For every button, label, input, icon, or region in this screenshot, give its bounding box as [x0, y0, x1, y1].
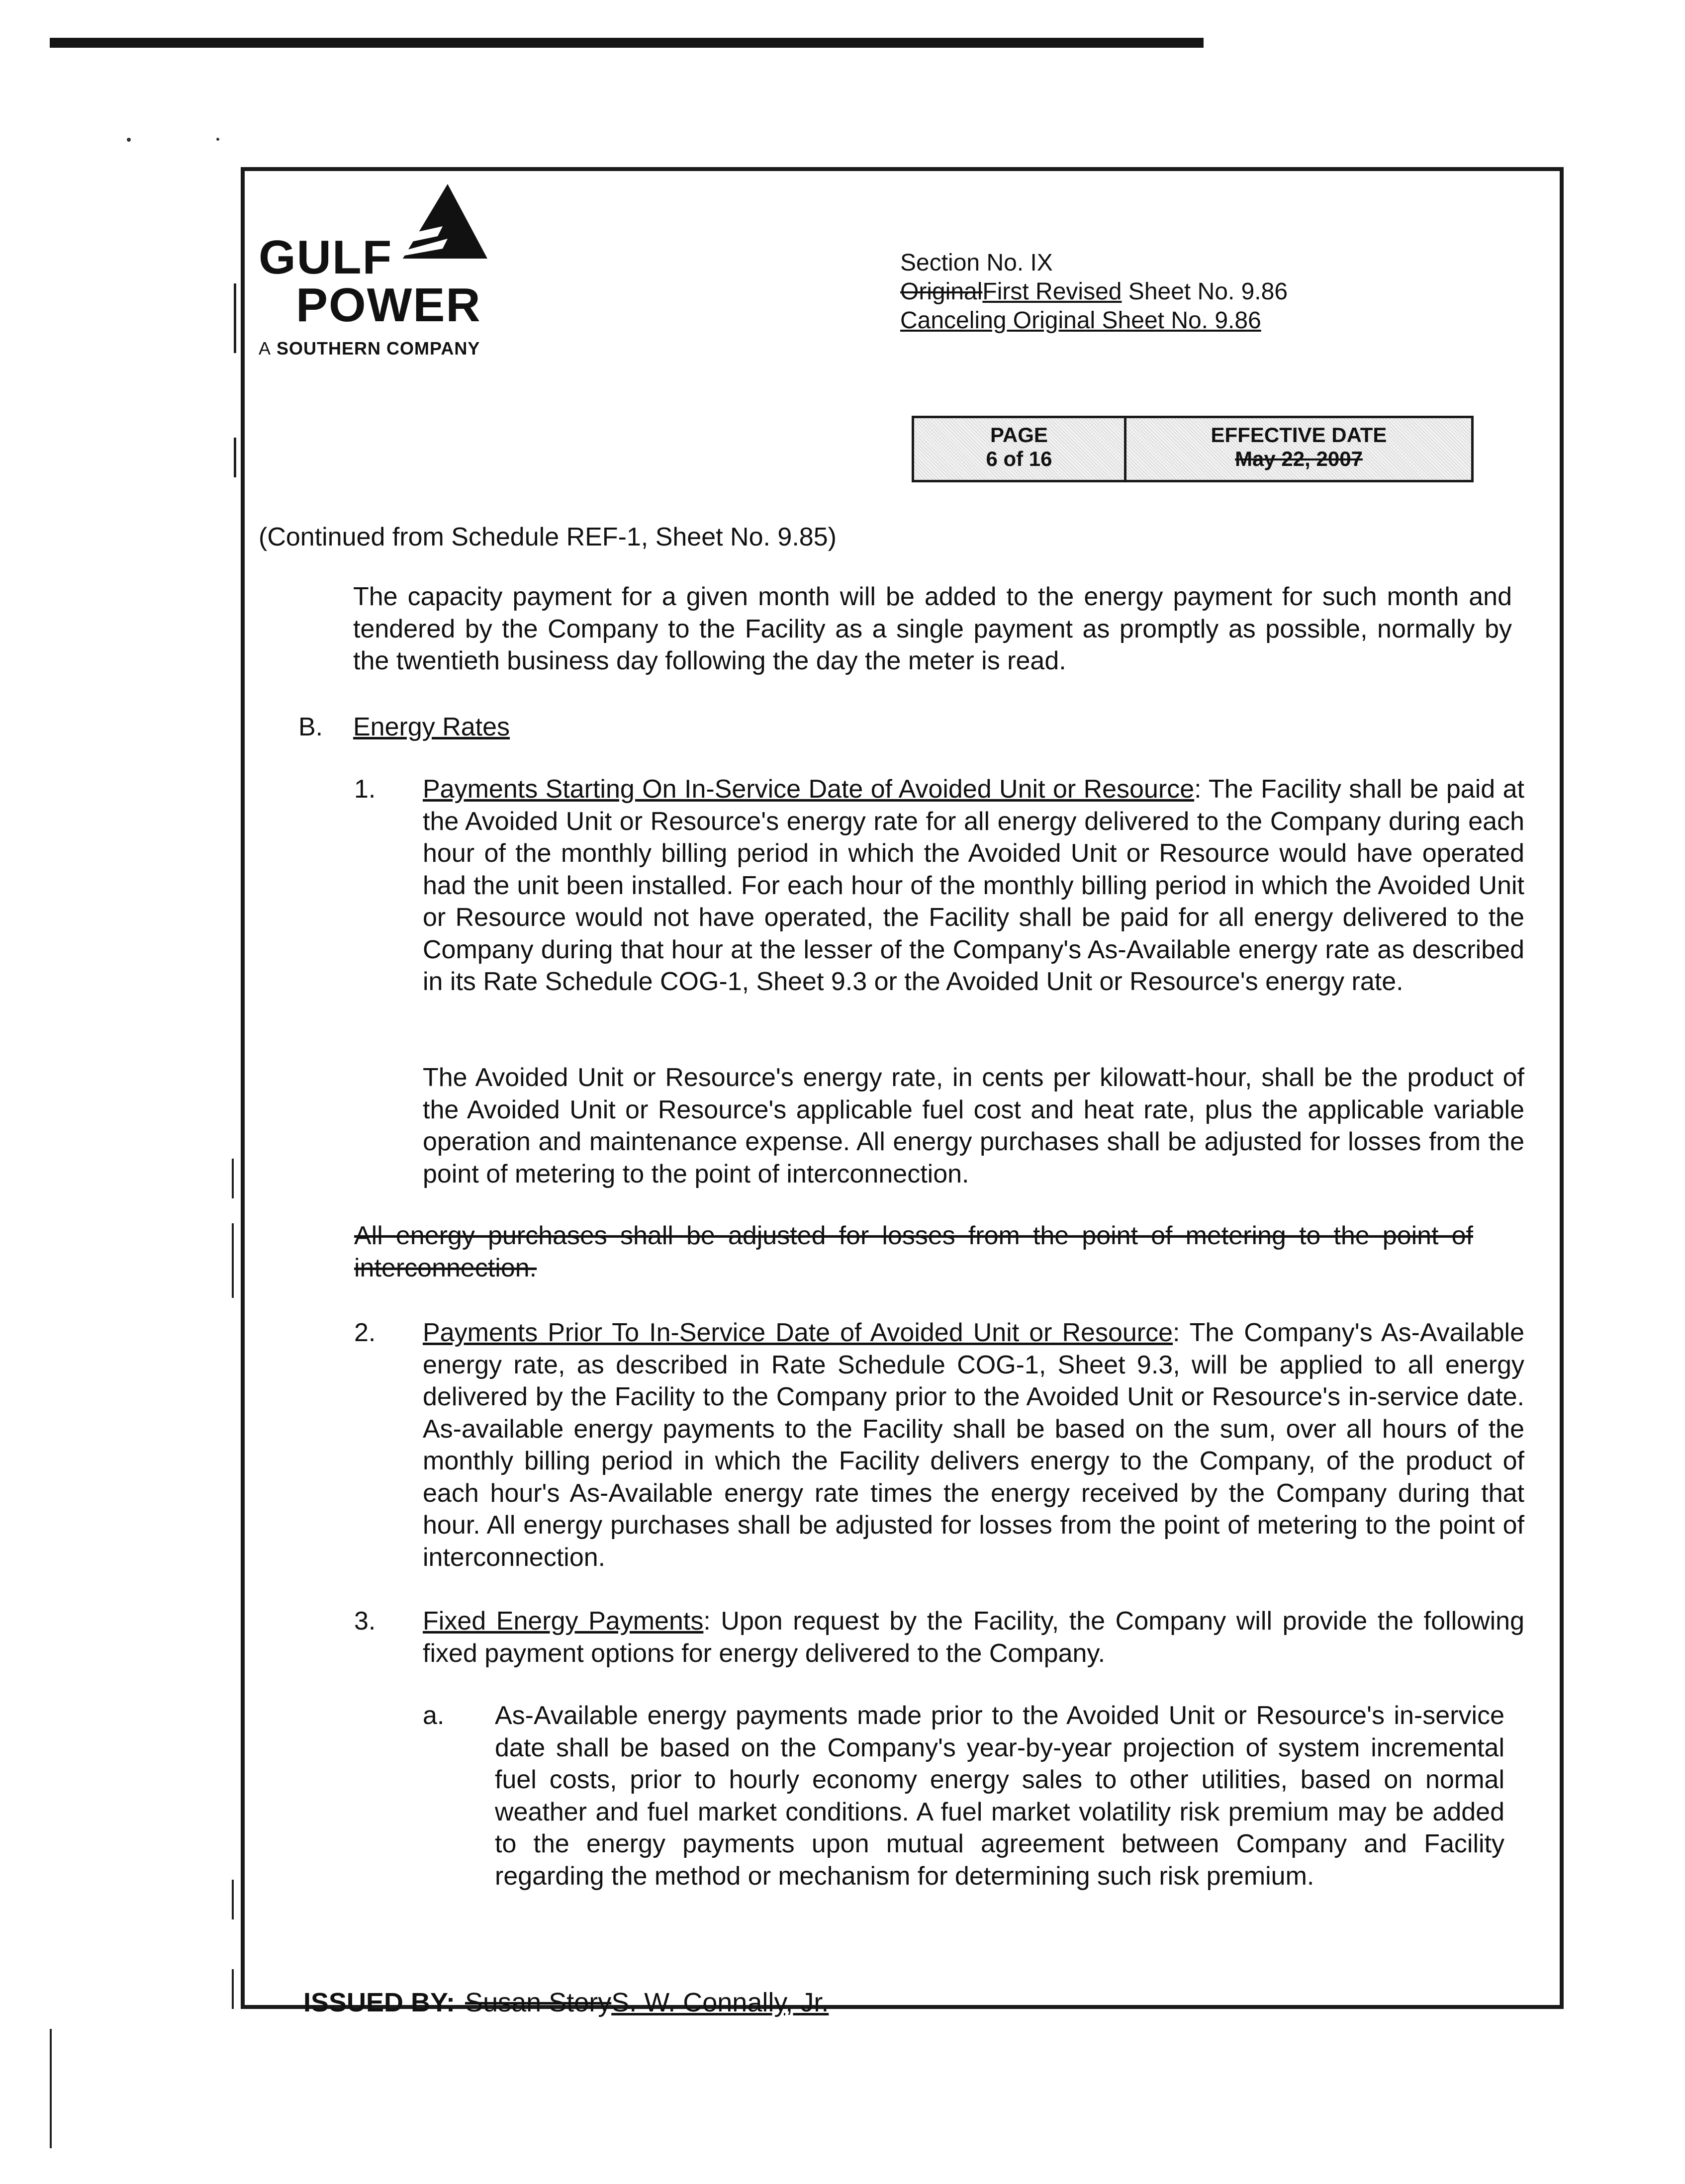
- scan-speck: [216, 138, 219, 141]
- page-value: 6 of 16: [986, 447, 1052, 470]
- section-b-title: Energy Rates: [353, 713, 510, 741]
- scan-speck: [127, 138, 131, 142]
- sheet-identification: [900, 249, 1288, 335]
- deleted-paragraph: All energy purchases shall be adjusted for losses from the point of metering to the point of interconnection.: [354, 1221, 1473, 1282]
- triangle-logo-icon: [388, 184, 487, 259]
- item-3-title: Fixed Energy Payments: [423, 1607, 704, 1636]
- sheet-number: OriginalFirst Revised Sheet No. 9.86: [900, 278, 1288, 305]
- gulf-power-logo: [259, 184, 557, 363]
- logo-word-power: POWER: [296, 278, 481, 332]
- section-b-label: B.: [298, 713, 323, 741]
- revision-bar: [232, 1159, 234, 1198]
- item-1-title: Payments Starting On In-Service Date of Avoided Unit or Resource: [423, 775, 1195, 804]
- item-2-title: Payments Prior To In-Service Date of Avoided Unit or Resource: [423, 1318, 1173, 1347]
- issued-by-struck: Susan Story: [465, 1988, 612, 2017]
- item-number: 2.: [354, 1318, 376, 1347]
- item-3-paragraph: Fixed Energy Payments: Upon request by the Facility, the Company will provide the following fixed payment options for energy delivered to the Company.: [423, 1607, 1524, 1668]
- item-letter: a.: [423, 1701, 445, 1730]
- page-label: PAGE: [990, 423, 1048, 447]
- effective-date-value: May 22, 2007: [1235, 447, 1363, 470]
- revision-bar: [234, 438, 236, 477]
- item-2-paragraph: Payments Prior To In-Service Date of Avoided Unit or Resource: The Company's As-Available energy rate, as described in Rate Schedule COG-1, Sheet 9.3, will be applied to all energy delivered by the Facility to the Company prior to the Avoided Unit or Resource's in-service date. As-available energy payments to the Facility shall be based on the sum, over all hours of the monthly billing period in which the Facility delivers energy to the Company, of the product of each hour's As-Available energy rate times the energy received by the Company during that hour. All energy purchases shall be adjusted for losses from the point of metering to the point of interconnection.: [423, 1318, 1524, 1572]
- revision-bar: [232, 1969, 234, 2009]
- revision-bar: [234, 283, 236, 353]
- revision-bar: [232, 1223, 234, 1298]
- issued-by-label: ISSUED BY:: [303, 1988, 456, 2017]
- item-1-paragraph-2: The Avoided Unit or Resource's energy rate, in cents per kilowatt-hour, shall be the product of the Avoided Unit or Resource's applicable fuel cost and heat rate, plus the applicable variable operation and maintenance expense. All energy purchases shall be adjusted for losses from the point of metering to the point of interconnection.: [423, 1063, 1524, 1188]
- logo-word-gulf: GULF: [259, 231, 393, 284]
- item-number: 1.: [354, 775, 376, 804]
- effective-date-label: EFFECTIVE DATE: [1211, 423, 1387, 447]
- continued-note: (Continued from Schedule REF-1, Sheet No. 9.85): [259, 523, 837, 551]
- top-rule: [50, 38, 1204, 48]
- issued-by-line: [303, 1987, 829, 2018]
- item-number: 3.: [354, 1607, 376, 1636]
- item-1-paragraph: Payments Starting On In-Service Date of Avoided Unit or Resource: The Facility shall be paid at the Avoided Unit or Resource's energy rate for all energy delivered to the Company during each hour of the monthly billing period in which the Avoided Unit or Resource would have operated had the unit been installed. For each hour of the monthly billing period in which the Avoided Unit or Resource would not have operated, the Facility shall be paid for all energy delivered to the Company during that hour at the lesser of the Company's As-Available energy rate as described in its Rate Schedule COG-1, Sheet 9.3 or the Avoided Unit or Resource's energy rate.: [423, 775, 1524, 996]
- scan-edge-line: [50, 2029, 52, 2148]
- section-number: Section No. IX: [900, 250, 1053, 276]
- revision-bar: [232, 1880, 234, 1919]
- issued-by-name: S. W. Connally, Jr.: [611, 1988, 829, 2017]
- item-3a-paragraph: As-Available energy payments made prior to the Avoided Unit or Resource's in-service date shall be based on the Company's year-by-year projection of system incremental fuel costs, prior to hourly economy energy sales to other utilities, based on normal weather and fuel market conditions. A fuel market volatility risk premium may be added to the energy payments upon mutual agreement between Company and Facility regarding the method or mechanism for determining such risk premium.: [495, 1701, 1504, 1891]
- effective-date-cell: [1126, 418, 1471, 480]
- canceling-sheet: Canceling Original Sheet No. 9.86: [900, 307, 1261, 334]
- page-effective-date-box: [912, 416, 1474, 482]
- intro-paragraph: The capacity payment for a given month will be added to the energy payment for such month and tendered by the Company to the Facility as a single payment as promptly as possible, normally by the twentieth business day following the day the meter is read.: [353, 582, 1512, 675]
- page-cell: [914, 418, 1126, 480]
- logo-tagline: A SOUTHERN COMPANY: [259, 338, 480, 359]
